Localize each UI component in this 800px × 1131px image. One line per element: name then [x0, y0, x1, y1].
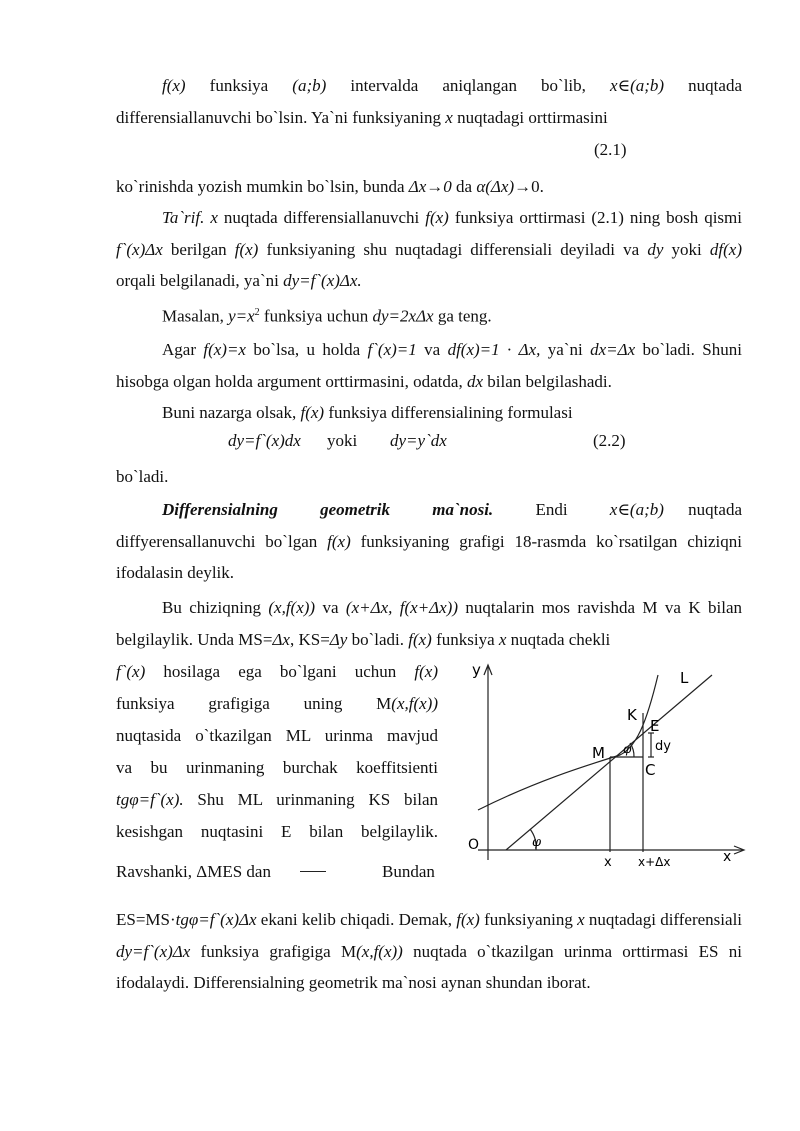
- text: bilan belgilashadi.: [483, 371, 612, 391]
- text: orqali belgilanadi, ya`ni: [116, 271, 284, 290]
- text: f(x): [408, 629, 432, 649]
- text: nuqtada differensiallanuvchi bo`lsin. Ya`ni funksiyaning: [116, 76, 742, 127]
- text: funksiya orttirmasi (2.1) ning bosh qismi: [448, 208, 742, 227]
- text: bo`ladi.: [347, 629, 409, 649]
- text: intervalda aniqlangan bo`lib,: [326, 76, 610, 95]
- text: ya`ni: [540, 340, 591, 359]
- text: funksiyaning: [479, 910, 578, 929]
- text: dy=f`(x)Δx: [116, 941, 191, 961]
- formula: dy=f`(x)dx: [228, 431, 301, 450]
- tick-label-x: x: [604, 855, 612, 870]
- text: x: [577, 910, 585, 929]
- text: x∈(a;b): [609, 500, 664, 519]
- text: bo`ladi. Shuni hisobga olgan holda argument orttirmasini, odatda,: [116, 340, 742, 391]
- text: Δx→0: [408, 177, 452, 196]
- label-dy: dy: [655, 739, 671, 754]
- equation-2-2: [228, 431, 301, 451]
- text: x∈(a;b): [609, 76, 665, 95]
- text: kesishgan nuqtasini E bilan belgilaylik.: [116, 822, 438, 841]
- text: f(x): [300, 403, 325, 422]
- equation-number-2-2: (2.2): [593, 431, 626, 450]
- text: dy=f`(x)Δx.: [283, 271, 362, 290]
- text: Buni nazarga olsak,: [162, 403, 301, 422]
- text: bo`lsa, u holda: [245, 340, 368, 359]
- text: funksiya: [431, 629, 499, 649]
- label-x: x: [723, 849, 732, 865]
- text: nuqtalarin mos ravishda M va K bilan belgilaylik. Unda MS=: [116, 598, 743, 649]
- paragraph-definition: [116, 202, 742, 297]
- text: Endi: [493, 500, 610, 519]
- section-heading: Differensialning geometrik ma`nosi.: [162, 500, 494, 519]
- text: α(Δx)→: [476, 177, 532, 196]
- paragraph-geometric-meaning: [116, 494, 742, 589]
- text: funksiyaning grafigi 18-rasmda ko`rsatilgan chiziqni ifodalasin deylik.: [116, 531, 743, 582]
- text: f(x): [414, 662, 438, 681]
- text: f(x): [162, 76, 186, 95]
- label-L: L: [680, 669, 689, 687]
- tangent-line-ML: [506, 675, 712, 850]
- text: Δy: [329, 629, 348, 649]
- text: nuqtada chekli: [506, 629, 611, 649]
- text: (x,f(x)): [356, 941, 403, 961]
- narrow-line-6: [116, 816, 438, 848]
- text: ekani kelib chiqadi. Demak,: [256, 910, 457, 929]
- narrow-line-1: [116, 656, 438, 688]
- paragraph-9: [116, 592, 742, 655]
- figure-18-tangent-diagram: [458, 655, 758, 870]
- paragraph-10: [116, 904, 742, 999]
- text: yoki: [663, 239, 710, 259]
- label-phi-M: φ: [623, 742, 632, 756]
- text: (x,f(x)): [268, 598, 316, 617]
- text: tgφ=f`(x)Δx: [175, 910, 257, 929]
- text: y=x: [228, 306, 255, 326]
- text: Ravshanki, ΔMES dan: [116, 862, 271, 881]
- text: f`(x)=1: [367, 340, 417, 359]
- text: df(x)=1 · Δx,: [447, 340, 541, 359]
- text: f`(x)Δx: [116, 239, 163, 259]
- text: Δx: [272, 629, 290, 649]
- paragraph-6: [116, 397, 742, 429]
- text: yoki: [327, 431, 358, 450]
- text: va bu urinmaning burchak koeffitsienti: [116, 758, 438, 777]
- label-E: E: [650, 717, 660, 735]
- text: funksiya uchun: [259, 306, 373, 326]
- text: (x+Δx, f(x+Δx)): [345, 598, 459, 617]
- formula: dy=y`dx: [390, 431, 447, 450]
- text: funksiya grafigiga uning M: [116, 694, 392, 713]
- narrow-line-2: [116, 688, 438, 720]
- text: ·: [170, 910, 176, 929]
- label-origin: O: [468, 837, 480, 853]
- text: berilgan: [162, 239, 235, 259]
- text: nuqtada differensiallanuvchi: [217, 208, 426, 227]
- text: funksiya grafigiga M: [190, 941, 357, 961]
- text: ga teng.: [433, 306, 492, 326]
- text: bo`ladi.: [116, 467, 169, 486]
- text: f(x): [234, 239, 259, 259]
- text: tgφ=f`(x).: [116, 790, 184, 809]
- text: (x,f(x)): [391, 694, 438, 713]
- paragraph-7: [116, 461, 742, 493]
- text: f`(x): [116, 662, 146, 681]
- narrow-line-3: [116, 720, 438, 752]
- label-phi-origin: φ: [532, 835, 542, 850]
- tick-label-x-plus-dx: x+Δx: [638, 855, 671, 869]
- text: da: [451, 177, 477, 196]
- text: x: [445, 107, 453, 127]
- text: x: [498, 629, 507, 649]
- label-y: y: [472, 661, 481, 679]
- text: f(x): [425, 208, 449, 227]
- text: Bu chiziqning: [162, 598, 269, 617]
- equation-number-2-1: (2.1): [594, 140, 627, 159]
- text: dx=Δx: [590, 340, 636, 359]
- text: ko`rinishda yozish mumkin bo`lsin, bunda: [116, 177, 409, 196]
- paragraph-2: [116, 171, 742, 203]
- text: nuqtasida o`tkazilgan ML urinma mavjud: [116, 726, 438, 745]
- text: funksiya differensialining formulasi: [324, 403, 573, 422]
- text: va: [416, 340, 448, 359]
- narrow-line-5: [116, 784, 438, 816]
- text: , KS=: [289, 629, 330, 649]
- label-C: C: [645, 761, 656, 779]
- narrow-line-4: [116, 752, 438, 784]
- text: 0.: [531, 177, 544, 196]
- superscript: 2: [254, 307, 260, 318]
- text: (a;b): [292, 76, 327, 95]
- label-M: M: [592, 744, 605, 762]
- text: va: [315, 598, 346, 617]
- text: dy: [647, 239, 664, 259]
- text: df(x): [709, 239, 742, 259]
- text: f(x)=x: [203, 340, 246, 359]
- text: x: [204, 208, 218, 227]
- definition-label: Ta`rif.: [162, 208, 205, 227]
- text: nuqtadagi orttirmasini: [452, 107, 608, 127]
- paragraph-example: [116, 297, 742, 332]
- fraction-dash: [300, 871, 326, 872]
- text: dx: [466, 371, 483, 391]
- text: nuqtada o`tkazilgan urinma orttirmasi ES ni ifodalaydi. Differensialning geometrik ma`nosi aynan shundan iborat.: [116, 941, 742, 992]
- text: dy=2xΔx: [372, 306, 434, 326]
- text: funksiyaning shu nuqtadagi differensiali deyiladi va: [258, 239, 648, 259]
- text: f(x): [456, 910, 480, 929]
- text: nuqtada diffyerensallanuvchi bo`lgan: [116, 500, 742, 551]
- paragraph-1: [116, 70, 742, 133]
- text: Masalan,: [162, 306, 229, 326]
- text: nuqtadagi differensiali: [584, 910, 743, 929]
- text: f(x): [327, 531, 351, 551]
- label-K: K: [627, 706, 637, 724]
- text: Agar: [162, 340, 204, 359]
- text: Shu ML urinmaning KS bilan: [183, 790, 438, 809]
- text: Bundan: [382, 862, 435, 881]
- paragraph-5: [116, 334, 742, 397]
- text: ES=MS: [116, 910, 170, 929]
- text: hosilaga ega bo`lgani uchun: [145, 662, 415, 681]
- text: funksiya: [185, 76, 293, 95]
